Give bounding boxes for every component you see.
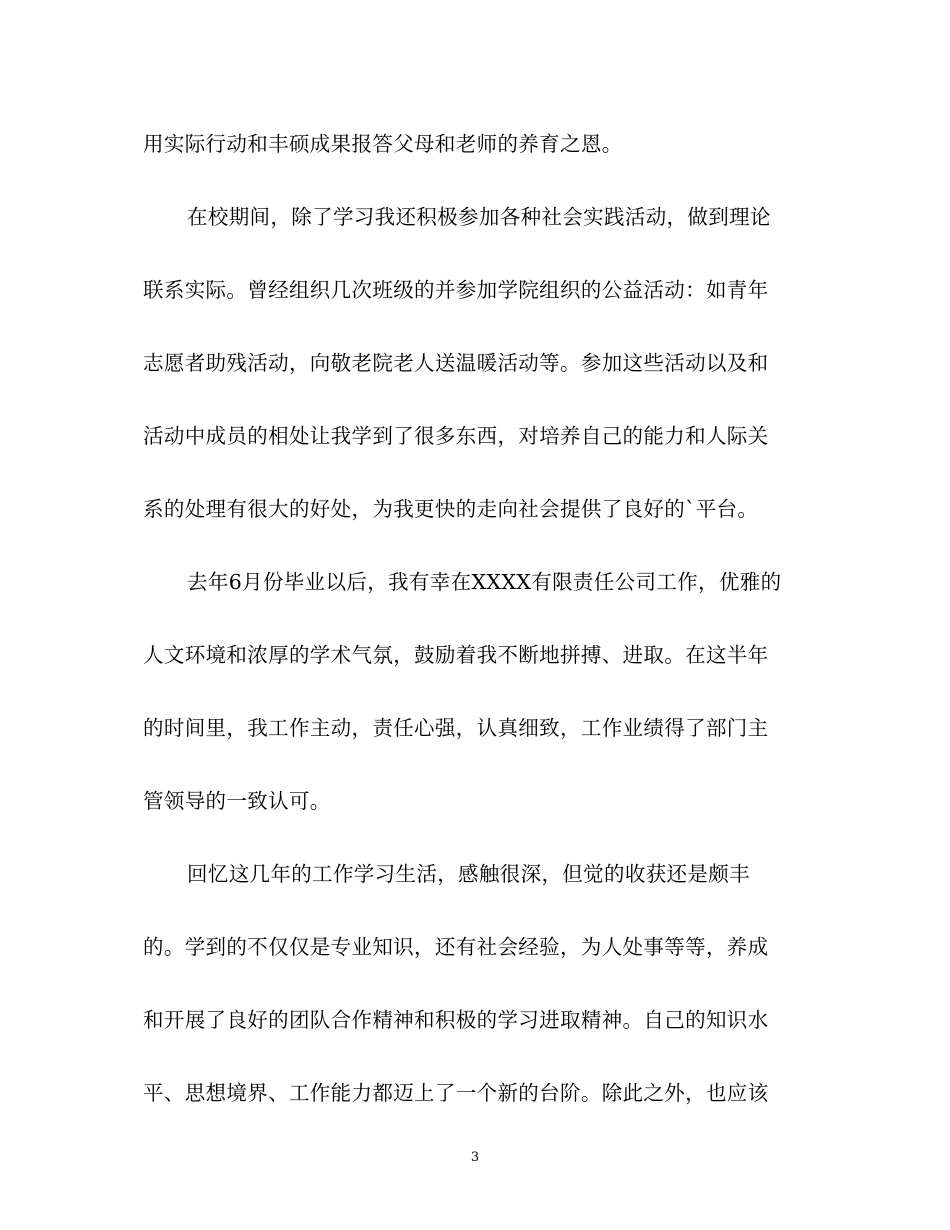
text-line: 活动中成员的相处让我学到了很多东西，对培养自己的能力和人际关 <box>143 424 769 448</box>
page-number: 3 <box>470 1150 480 1165</box>
text-line: 用实际行动和丰硕成果报答父母和老师的养育之恩。 <box>143 132 623 156</box>
text-line: 的时间里，我工作主动，责任心强，认真细致，工作业绩得了部门主 <box>143 716 769 740</box>
text-line: 管领导的一致认可。 <box>143 789 331 813</box>
text-line: 和开展了良好的团队合作精神和积极的学习进取精神。自己的知识水 <box>143 1008 769 1032</box>
text-line: 平、思想境界、工作能力都迈上了一个新的台阶。除此之外，也应该 <box>143 1081 769 1105</box>
text-line: 联系实际。曾经组织几次班级的并参加学院组织的公益活动：如青年 <box>143 278 769 302</box>
text-line: 人文环境和浓厚的学术气氛，鼓励着我不断地拼搏、进取。在这半年 <box>143 643 769 667</box>
text-line: 的。学到的不仅仅是专业知识，还有社会经验，为人处事等等，养成 <box>143 935 769 959</box>
paragraph-start-line: 去年6月份毕业以后，我有幸在XXXX有限责任公司工作，优雅的 <box>187 570 782 594</box>
text-line: 系的处理有很大的好处，为我更快的走向社会提供了良好的`平台。 <box>143 497 759 521</box>
paragraph-start-line: 回忆这几年的工作学习生活，感触很深，但觉的收获还是颇丰 <box>187 862 750 886</box>
paragraph-start-line: 在校期间，除了学习我还积极参加各种社会实践活动，做到理论 <box>187 205 771 229</box>
text-line: 志愿者助残活动，向敬老院老人送温暖活动等。参加这些活动以及和 <box>143 351 769 375</box>
